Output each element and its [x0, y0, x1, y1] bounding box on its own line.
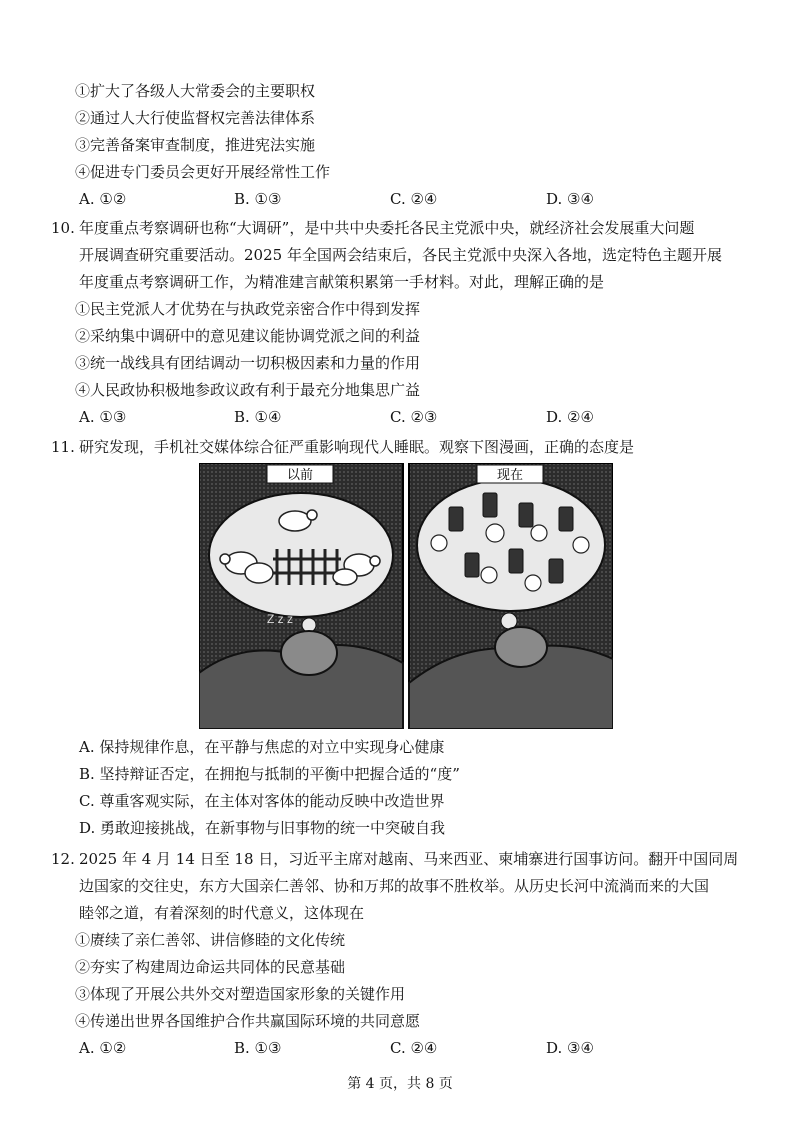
q11-option-a: A. 保持规律作息，在平静与焦虑的对立中实现身心健康 — [79, 738, 445, 756]
q11-option-b: B. 坚持辩证否定，在拥抱与抵制的平衡中把握合适的“度” — [79, 765, 460, 783]
q10-statement-2: ②采纳集中调研中的意见建议能协调党派之间的利益 — [75, 327, 421, 345]
q12-option-c: C. ②④ — [390, 1039, 438, 1057]
q10-option-b: B. ①④ — [234, 408, 282, 426]
sleeper-head — [281, 631, 337, 675]
q10-stem-line-3: 年度重点考察调研工作，为精准建言献策积累第一手材料。对此，理解正确的是 — [79, 273, 605, 291]
q10-statement-3: ③统一战线具有团结调动一切积极因素和力量的作用 — [75, 354, 421, 372]
before-label: 以前 — [286, 468, 314, 483]
now-label: 现在 — [496, 468, 524, 483]
q9-option-a: A. ①② — [79, 190, 127, 208]
q12-statement-2: ②夯实了构建周边命运共同体的民意基础 — [75, 958, 346, 976]
q9-statement-3: ③完善备案审查制度，推进宪法实施 — [75, 136, 316, 154]
q11-option-c: C. 尊重客观实际，在主体对客体的能动反映中改造世界 — [79, 792, 445, 810]
q12-number: 12. — [51, 850, 75, 868]
q12-statement-3: ③体现了开展公共外交对塑造国家形象的关键作用 — [75, 985, 406, 1003]
q12-statement-1: ①赓续了亲仁善邻、讲信修睦的文化传统 — [75, 931, 346, 949]
q12-stem-line-1: 2025 年 4 月 14 日至 18 日，习近平主席对越南、马来西亚、柬埔寨进行国事访问。翻开中国同周 — [79, 850, 739, 868]
q10-number: 10. — [51, 219, 75, 237]
q11-stem: 研究发现，手机社交媒体综合征严重影响现代人睡眠。观察下图漫画，正确的态度是 — [79, 438, 635, 456]
q12-option-b: B. ①③ — [234, 1039, 282, 1057]
q9-statement-1: ①扩大了各级人大常委会的主要职权 — [75, 82, 316, 100]
q10-stem-line-2: 开展调查研究重要活动。2025 年全国两会结束后，各民主党派中央深入各地，选定特色主题开展 — [79, 246, 722, 264]
q9-option-b: B. ①③ — [234, 190, 282, 208]
q10-statement-4: ④人民政协积极地参政议政有利于最充分地集思广益 — [75, 381, 421, 399]
sleep-cartoon — [199, 463, 613, 729]
q11-option-d: D. 勇敢迎接挑战，在新事物与旧事物的统一中突破自我 — [79, 819, 446, 837]
q11-number: 11. — [51, 438, 75, 456]
page-footer: 第 4 页，共 8 页 — [347, 1076, 453, 1092]
q12-option-a: A. ①② — [79, 1039, 127, 1057]
sleeper-head — [495, 627, 547, 667]
q10-option-a: A. ①③ — [79, 408, 127, 426]
q10-stem-line-1: 年度重点考察调研也称“大调研”，是中共中央委托各民主党派中央，就经济社会发展重大问题 — [79, 219, 695, 237]
snore-text: Z z z — [267, 612, 293, 626]
q9-option-c: C. ②④ — [390, 190, 438, 208]
now-panel — [409, 463, 613, 729]
q9-option-d: D. ③④ — [546, 190, 594, 208]
q10-statement-1: ①民主党派人才优势在与执政党亲密合作中得到发挥 — [75, 300, 421, 318]
q12-option-d: D. ③④ — [546, 1039, 594, 1057]
q12-stem-line-2: 边国家的交往史，东方大国亲仁善邻、协和万邦的故事不胜枚举。从历史长河中流淌而来的大国 — [79, 877, 710, 895]
q12-statement-4: ④传递出世界各国维护合作共赢国际环境的共同意愿 — [75, 1012, 421, 1030]
q9-statement-4: ④促进专门委员会更好开展经常性工作 — [75, 163, 331, 181]
q12-stem-line-3: 睦邻之道，有着深刻的时代意义，这体现在 — [79, 904, 365, 922]
q10-option-c: C. ②③ — [390, 408, 438, 426]
q9-statement-2: ②通过人大行使监督权完善法律体系 — [75, 109, 316, 127]
before-panel — [199, 463, 403, 729]
q10-option-d: D. ②④ — [546, 408, 594, 426]
